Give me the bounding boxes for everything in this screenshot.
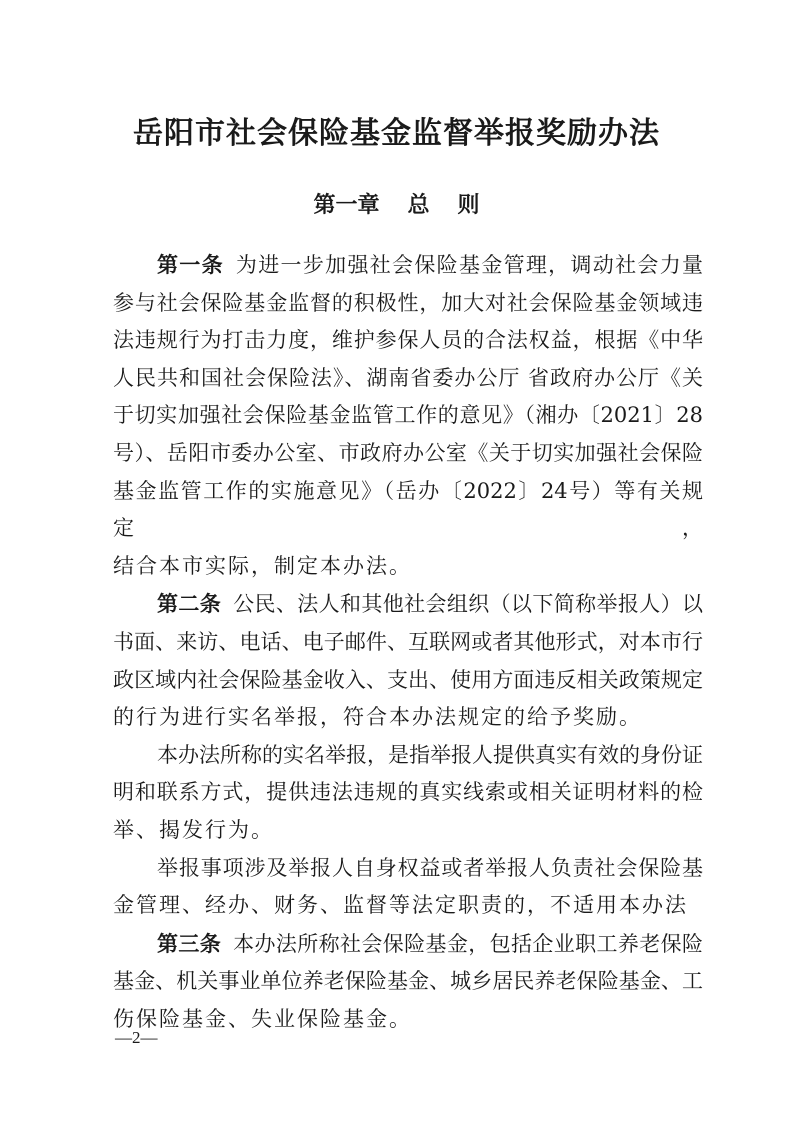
- line-text: 人民共和国社会保险法》、湖南省委办公厅 省政府办公厅《关: [113, 365, 703, 390]
- text-line: [113, 925, 703, 964]
- text-line: [113, 397, 703, 435]
- chapter-number: 第一章: [313, 192, 380, 218]
- line-text: 举报事项涉及举报人自身权益或者举报人负责社会保险基: [157, 855, 703, 880]
- line-text: 伤保险基金、失业保险基金。: [113, 1006, 412, 1031]
- article-label: 第一条: [157, 252, 224, 277]
- article-label: 第二条: [157, 591, 222, 617]
- paragraph: [113, 585, 703, 736]
- text-line: [113, 322, 703, 360]
- text-line: [113, 887, 703, 925]
- paragraph: [113, 246, 703, 585]
- line-text: 本办法所称的实名举报，是指举报人提供真实有效的身份证: [157, 742, 703, 767]
- line-text: 公民、法人和其他社会组织（以下简称举报人）以: [233, 592, 703, 617]
- line-text: 为进一步加强社会保险基金管理，调动社会力量: [235, 253, 704, 277]
- text-line: [113, 774, 703, 812]
- text-line: [113, 699, 703, 737]
- document-title: 岳阳市社会保险基金监督举报奖励办法: [133, 116, 660, 151]
- line-text: 本办法所称社会保险基金，包括企业职工养老保险: [233, 931, 703, 956]
- text-line: [113, 473, 703, 548]
- text-line: [113, 737, 703, 775]
- text-line: [113, 812, 703, 850]
- chapter-name-part: 则: [457, 192, 480, 218]
- text-line: [113, 624, 703, 662]
- line-text: 举、揭发行为。: [113, 817, 274, 842]
- page-number: —2—: [115, 1028, 158, 1047]
- paragraph: [113, 737, 703, 850]
- text-line: [113, 585, 703, 624]
- paragraph: [113, 925, 703, 1039]
- text-line: [113, 548, 703, 586]
- line-text: 基金、机关事业单位养老保险基金、城乡居民养老保险基金、工: [113, 969, 703, 994]
- line-text: 法违规行为打击力度，维护参保人员的合法权益，根据《中华: [113, 328, 703, 353]
- text-line: [113, 1001, 703, 1039]
- document-body: [113, 246, 703, 1038]
- text-line: [113, 435, 703, 473]
- text-line: [113, 850, 703, 888]
- line-text: 政区域内社会保险基金收入、支出、使用方面违反相关政策规定: [113, 667, 703, 692]
- paragraph: [113, 850, 703, 925]
- line-text: 书面、来访、电话、电子邮件、互联网或者其他形式，对本市行: [113, 629, 703, 654]
- text-line: [113, 662, 703, 700]
- chapter-name-part: 总: [407, 192, 430, 218]
- line-text: 于切实加强社会保险基金监管工作的意见》（湘办〔2021〕28: [113, 403, 703, 428]
- text-line: [113, 360, 703, 398]
- line-text: 参与社会保险基金监督的积极性，加大对社会保险基金领域违: [113, 290, 703, 315]
- chapter-heading: [0, 188, 793, 219]
- text-line: [113, 246, 703, 285]
- line-text: 的行为进行实名举报，符合本办法规定的给予奖励。: [113, 705, 642, 730]
- line-text: 金管理、经办、财务、监督等法定职责的，不适用本办法: [113, 893, 688, 918]
- line-text: 结合本市实际，制定本办法。: [113, 553, 412, 578]
- text-line: [113, 963, 703, 1001]
- line-text: 明和联系方式，提供违法违规的真实线索或相关证明材料的检: [113, 780, 703, 805]
- line-text: 基金监管工作的实施意见》（岳办〔2022〕24号）等有关规定，: [113, 478, 703, 541]
- line-text: 号）、岳阳市委办公室、市政府办公室《关于切实加强社会保险: [113, 440, 703, 465]
- text-line: [113, 285, 703, 323]
- article-label: 第三条: [157, 930, 222, 956]
